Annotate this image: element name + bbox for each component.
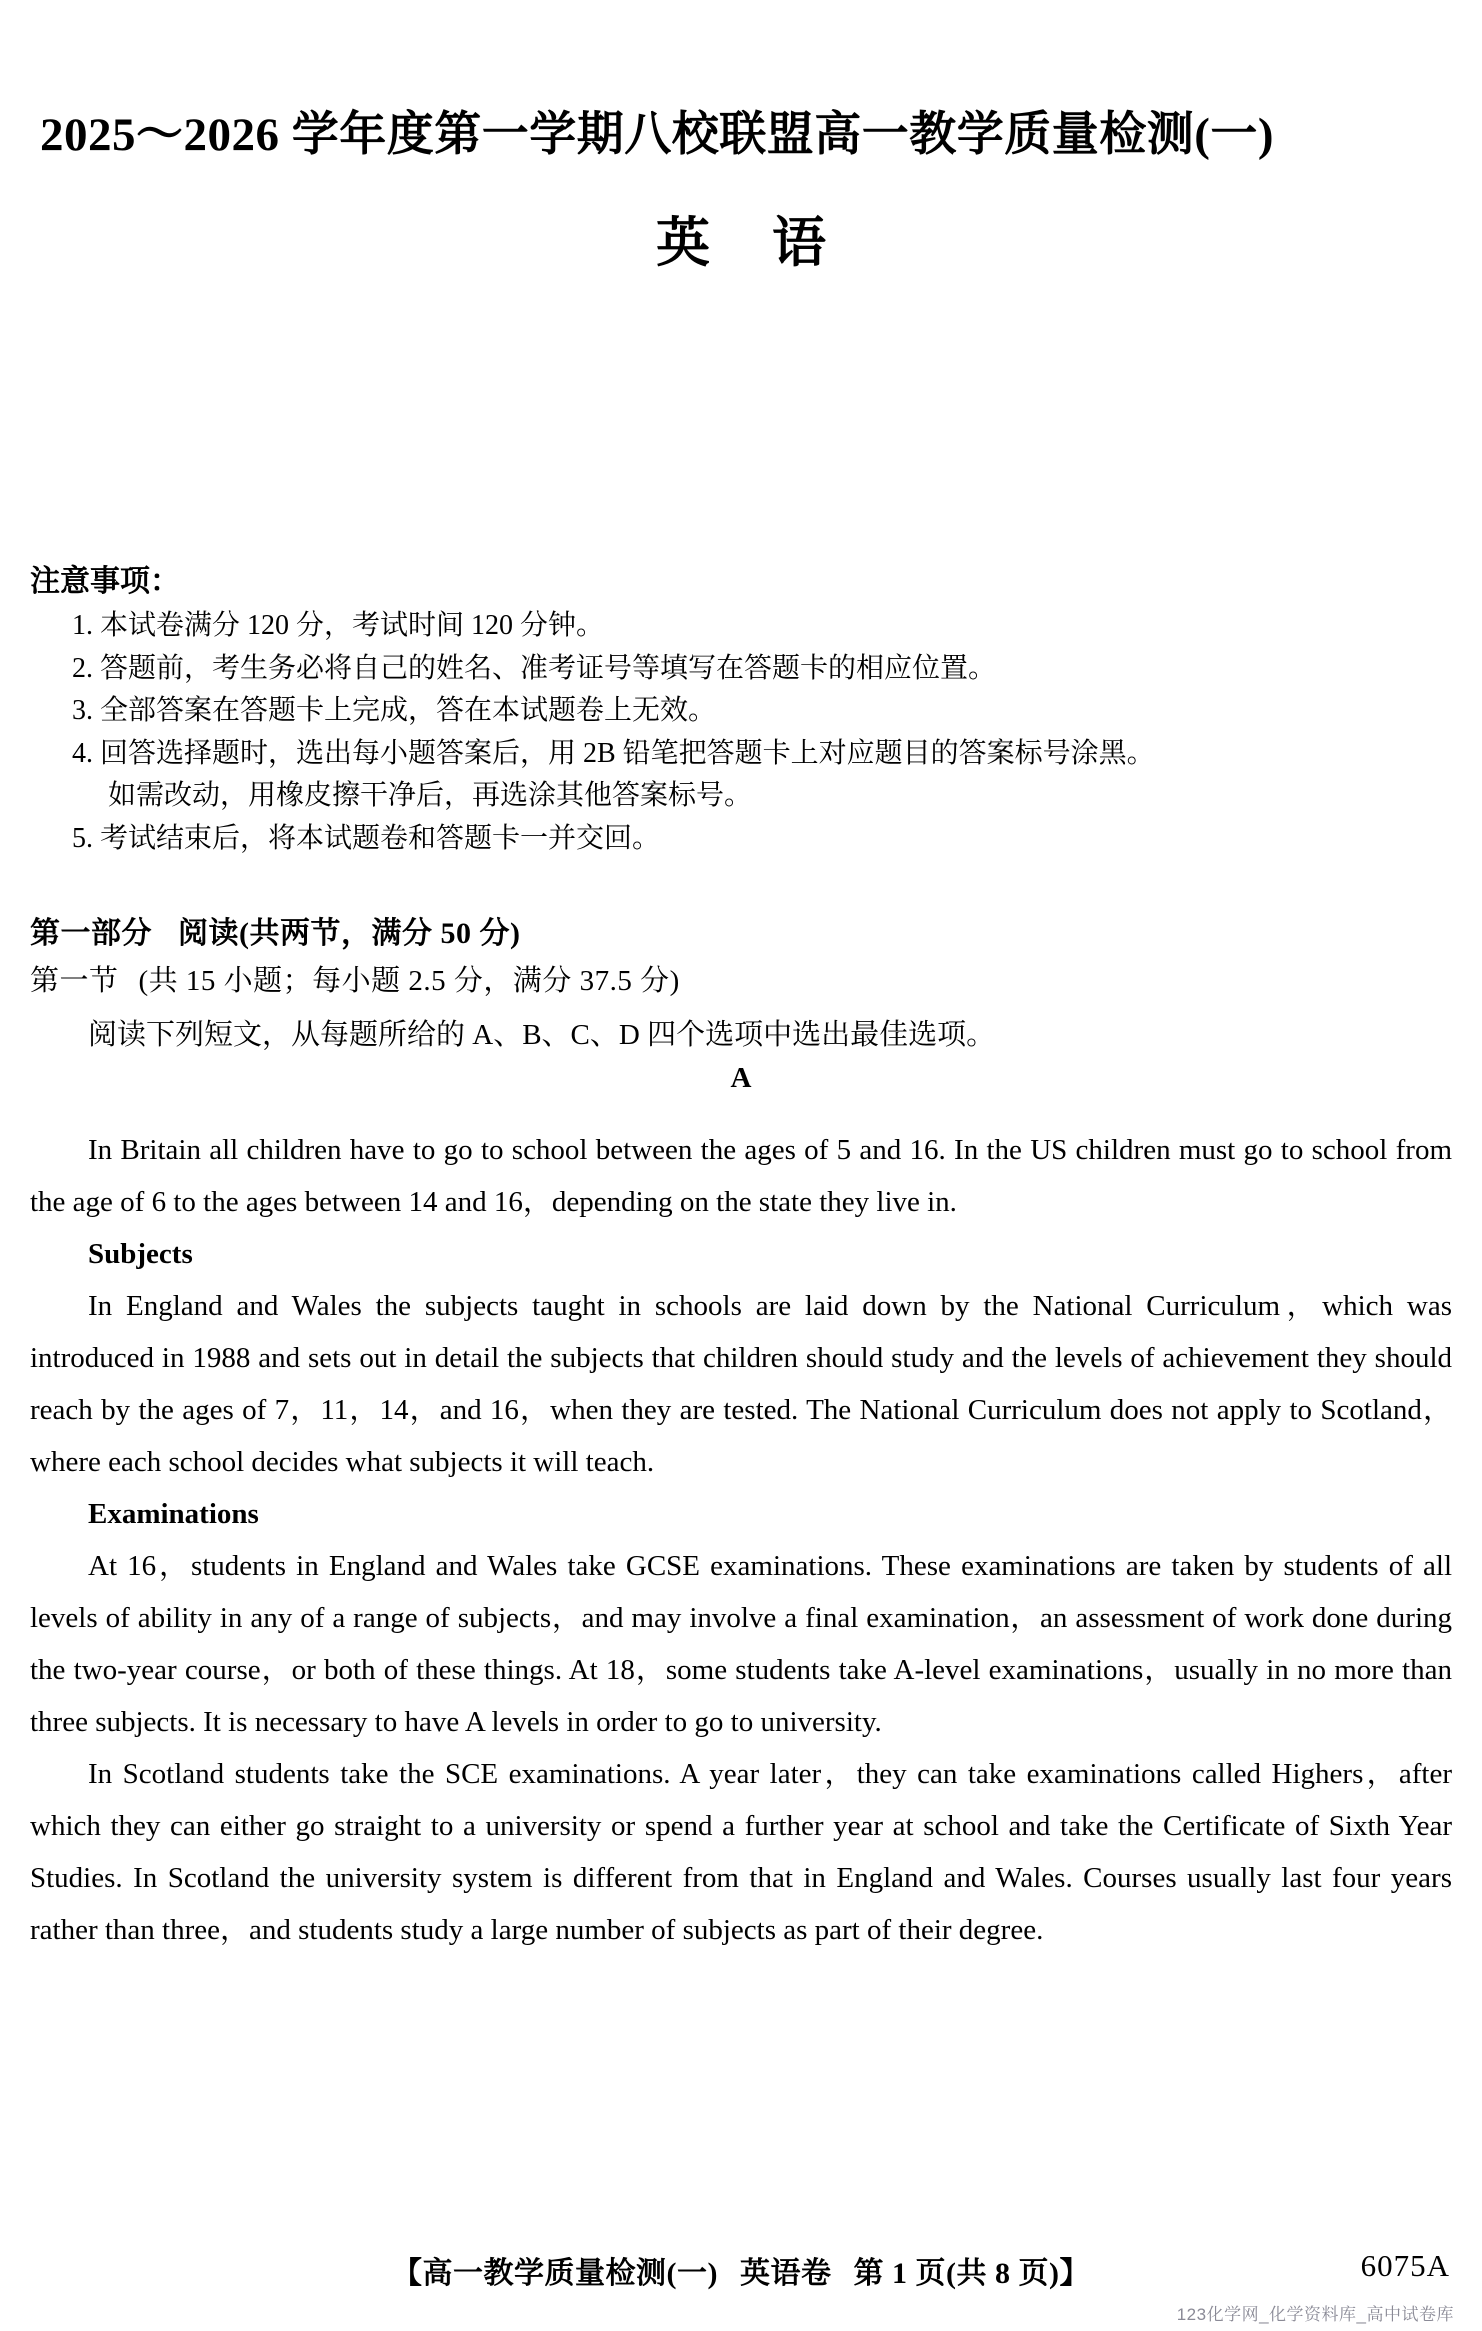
page-footer	[0, 2248, 1482, 2308]
footer-paper-code: 6075A	[1360, 2248, 1450, 2283]
section-one-instruction: 阅读下列短文，从每题所给的 A、B、C、D 四个选项中选出最佳选项。	[88, 1019, 996, 1051]
note-item-1: 1. 本试卷满分 120 分，考试时间 120 分钟。	[72, 610, 605, 641]
section-one-detail: (共 15 小题；每小题 2.5 分，满分 37.5 分)	[138, 965, 680, 997]
footer-bracket-close: 】	[1059, 2257, 1090, 2290]
note-item-5: 5. 考试结束后，将本试题卷和答题卡一并交回。	[72, 822, 661, 854]
note-item-3: 3. 全部答案在答题卡上完成，答在本试题卷上无效。	[72, 695, 717, 727]
passage-paragraph: At 16，students in England and Wales take GCSE examinations. These examinations are taken by students of all levels of ability in any of a range of subjects，and may involve a final examination，an assessment of work done during the two-year course，or both of these things. At 18，some students take A-level examinations，usually in no more than three subjects. It is necessary to have A levels in order to go to university.	[30, 1550, 1453, 1738]
notes-list	[30, 605, 1450, 860]
section-one-label: 第一节	[30, 965, 119, 997]
note-item-4-main: 4. 回答选择题时，选出每小题答案后，用 2B 铅笔把答题卡上对应题目的答案标号涂黑。	[72, 737, 1155, 769]
footer-label	[0, 2248, 1482, 2292]
part-one-heading	[30, 908, 520, 952]
footer-paper-name: 英语卷	[740, 2257, 832, 2290]
subject-title: 英语	[656, 213, 888, 273]
passage-paragraph: In Britain all children have to go to school between the ages of 5 and 16. In the US children must go to school from the age of 6 to the ages between 14 and 16，depending on the state they live in.	[30, 1134, 1452, 1218]
passage-paragraph: In Scotland students take the SCE examinations. A year later，they can take examinations called Highers，after which they can either go straight to a university or spend a further year at school and take the Certificate of Sixth Year Studies. In Scotland the university system is different from that in England and Wales. Courses usually last four years rather than three，and students study a large number of subjects as part of their degree.	[30, 1758, 1452, 1946]
passage-paragraph: In England and Wales the subjects taught in schools are laid down by the National Curriculum，which was introduced in 1988 and sets out in detail the subjects that children should study and the levels of achievement they should reach by the ages of 7，11，14，and 16，when they are tested. The National Curriculum does not apply to Scotland，where each school decides what subjects it will teach.	[30, 1290, 1452, 1478]
note-item-2: 2. 答题前，考生务必将自己的姓名、准考证号等填写在答题卡的相应位置。	[72, 652, 997, 684]
footer-page-info: 第 1 页(共 8 页)	[853, 2257, 1060, 2290]
footer-exam-name: 高一教学质量检测(一)	[422, 2257, 718, 2290]
exam-title: 2025～2026 学年度第一学期八校联盟高一教学质量检测(一)	[40, 109, 1275, 161]
notes-section	[30, 562, 1450, 860]
passage-letter-a: A	[730, 1062, 752, 1094]
passage-subheading-examinations: Examinations	[88, 1498, 259, 1530]
notes-heading: 注意事项：	[30, 565, 180, 598]
note-item-4	[30, 733, 1450, 818]
part-one-label: 第一部分	[30, 917, 152, 950]
note-item-4-continuation: 如需改动，用橡皮擦干净后，再选涂其他答案标号。	[108, 780, 753, 812]
passage-subheading-subjects: Subjects	[88, 1238, 193, 1270]
section-one-heading	[30, 958, 680, 999]
site-watermark: 123化学网_化学资料库_高中试卷库	[1176, 2305, 1454, 2324]
part-one-title: 阅读(共两节，满分 50 分)	[178, 917, 521, 950]
footer-bracket-open: 【	[392, 2257, 423, 2290]
passage-a-body	[30, 1124, 1452, 1956]
